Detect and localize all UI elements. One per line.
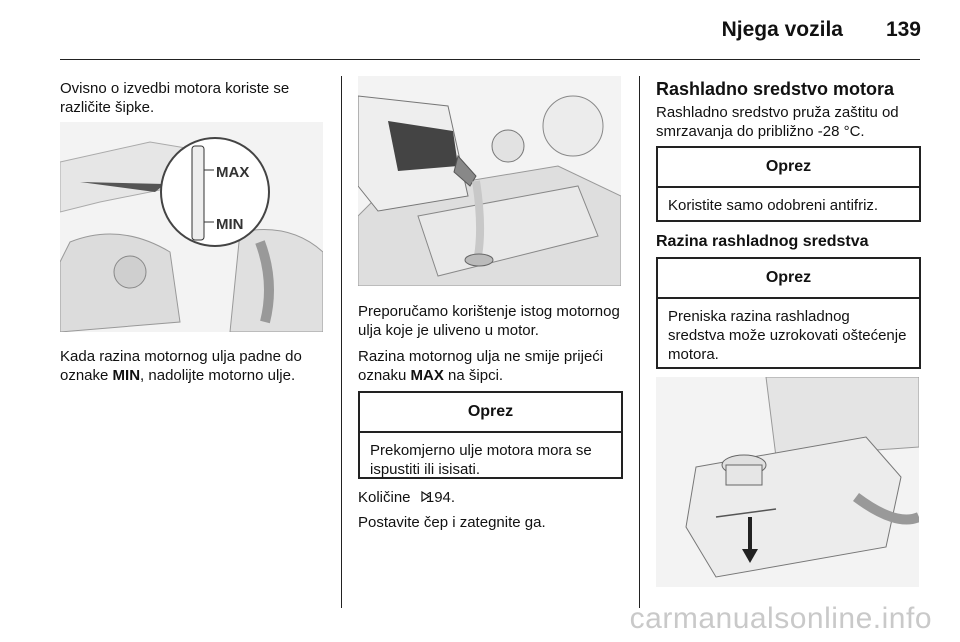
- triangle-right-icon: [415, 492, 422, 502]
- col1-paragraph: Kada razina motornog ulja padne do oznake MIN, nadolijte motorno ulje.: [60, 348, 302, 384]
- max-bold: MAX: [410, 367, 444, 384]
- caution-title: Oprez: [658, 148, 919, 188]
- caution-box-antifreeze: [656, 146, 921, 222]
- caution-box-coolant-level: [656, 257, 921, 369]
- caution-text: Preniska razina rashladnog sredstva može uzrokovati oštećenje motora.: [668, 308, 907, 363]
- caution-title: Oprez: [360, 393, 621, 433]
- min-bold: MIN: [112, 367, 141, 384]
- caution-title: Oprez: [658, 259, 919, 299]
- col2-para2: Razina motornog ulja ne smije prijeći oznaku MAX na šipci.: [358, 348, 604, 384]
- page-header-title: Njega vozila: [721, 18, 843, 41]
- dipstick-illustration: [60, 122, 323, 332]
- watermark: carmanualsonline.info: [629, 602, 932, 635]
- column-divider-1: [341, 76, 342, 608]
- col2-para1: Preporučamo korištenje istog motornog ulja koje je uliveno u motor.: [358, 303, 620, 339]
- header-rule: [60, 59, 920, 60]
- caution-text: Koristite samo odobreni antifriz.: [668, 197, 879, 214]
- caution-box-oil: [358, 391, 623, 479]
- col2-para4: Postavite čep i zategnite ga.: [358, 514, 546, 531]
- quantities-reference[interactable]: Količine 194.: [358, 489, 456, 506]
- min-mark-label: MIN: [216, 216, 244, 233]
- oil-fill-illustration: [358, 76, 621, 286]
- caution-text: Prekomjerno ulje motora mora se ispustiti ili isisati.: [370, 442, 592, 478]
- max-mark-label: MAX: [216, 164, 250, 181]
- coolant-reservoir-illustration: [656, 377, 919, 587]
- page-number: 139: [885, 18, 921, 41]
- col1-intro: Ovisno o izvedbi motora koriste se različite šipke.: [60, 80, 290, 116]
- section-heading: Rashladno sredstvo motora: [656, 79, 895, 99]
- col3-intro: Rashladno sredstvo pruža zaštitu od smrzavanja do približno -28 °C.: [656, 104, 899, 140]
- subsection-heading: Razina rashladnog sredstva: [656, 233, 869, 250]
- column-divider-2: [639, 76, 640, 608]
